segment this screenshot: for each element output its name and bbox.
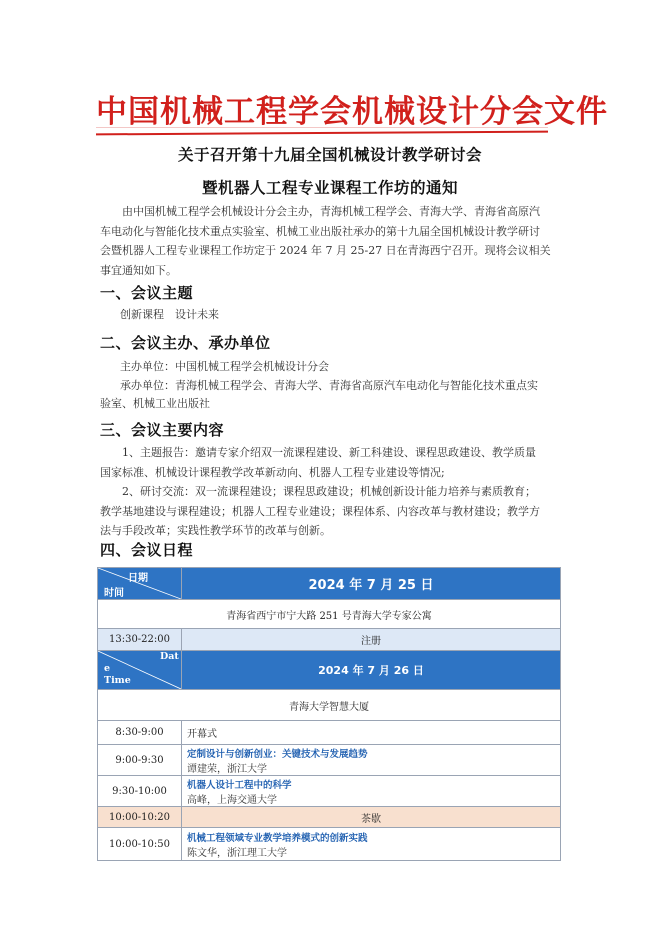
schedule-location-row — [98, 600, 561, 629]
host-organizer: 主办单位：中国机械工程学会机械设计分会 — [120, 360, 329, 373]
content-line: 法与手段改革；实践性教学环节的改革与创新。 — [100, 524, 331, 537]
intro-line: 车电动化与智能化技术重点实验室、机械工业出版社承办的第十九届全国机械设计教学研讨 — [100, 224, 540, 238]
corner-date-label-tail: e — [104, 663, 111, 674]
schedule-time: 10:00-10:50 — [98, 828, 182, 861]
header-rule-thin — [96, 127, 548, 128]
schedule-item: 开幕式 — [182, 721, 561, 745]
content-line: 国家标准、机械设计课程教学改革新动向、机器人工程专业建设等情况; — [100, 465, 445, 479]
schedule-location-day2: 青海大学智慧大厦 — [98, 690, 561, 721]
corner-time-label: 时间 — [104, 588, 124, 599]
schedule-item: 注册 — [182, 629, 561, 651]
corner-date-label: Dat — [160, 651, 179, 662]
notice-title-line1: 关于召开第十九届全国机械设计教学研讨会 — [177, 146, 482, 164]
document-header-title: 中国机械工程学会机械设计分会文件 — [96, 94, 608, 130]
schedule-talk-cell — [182, 828, 561, 861]
schedule-time: 9:30-10:00 — [98, 776, 182, 807]
talk-title: 定制设计与创新创业：关键技术与发展趋势 — [187, 748, 368, 760]
co-organizer-line2: 验室、机械工业出版社 — [100, 397, 210, 410]
schedule-time: 8:30-9:00 — [98, 721, 182, 745]
schedule-item: 茶歇 — [182, 807, 561, 828]
schedule-corner-cell — [98, 568, 182, 600]
schedule-talk-cell — [182, 776, 561, 807]
content-line: 2、研讨交流：双一流课程建设；课程思政建设；机械创新设计能力培养与素质教育； — [122, 485, 536, 498]
schedule-corner-cell — [98, 651, 182, 690]
schedule-row — [98, 776, 561, 807]
talk-speaker: 谭建荣，浙江大学 — [187, 763, 267, 775]
content-paragraph — [100, 443, 558, 541]
talk-speaker: 陈文华，浙江理工大学 — [187, 847, 287, 859]
co-organizer-line1: 承办单位：青海机械工程学会、青海大学、青海省高原汽车电动化与智能化技术重点实 — [120, 379, 538, 392]
content-line: 1、主题报告：邀请专家介绍双一流课程建设、新工科建设、课程思政建设、教学质量 — [122, 446, 536, 459]
section-heading-schedule: 四、会议日程 — [100, 541, 194, 559]
notice-title-line2: 暨机器人工程专业课程工作坊的通知 — [201, 179, 458, 197]
schedule-time: 13:30-22:00 — [98, 629, 182, 651]
schedule-time: 9:00-9:30 — [98, 745, 182, 776]
schedule-location-day1: 青海省西宁市宁大路 251 号青海大学专家公寓 — [98, 600, 561, 629]
section-heading-theme: 一、会议主题 — [100, 284, 194, 302]
intro-line: 由中国机械工程学会机械设计分会主办，青海机械工程学会、青海大学、青海省高原汽 — [122, 205, 540, 218]
talk-title: 机器人设计工程中的科学 — [187, 779, 292, 791]
schedule-row — [98, 828, 561, 861]
section-heading-organizers: 二、会议主办、承办单位 — [100, 334, 271, 352]
corner-date-label: 日期 — [128, 573, 148, 584]
schedule-location-row — [98, 690, 561, 721]
corner-time-label: Time — [104, 675, 131, 686]
schedule-table — [97, 567, 561, 861]
header-rule — [96, 131, 548, 136]
intro-paragraph — [100, 202, 558, 280]
schedule-row — [98, 721, 561, 745]
talk-speaker: 高峰，上海交通大学 — [187, 794, 277, 806]
content-line: 教学基地建设与课程建设；机器人工程专业建设；课程体系、内容改革与教材建设；教学方 — [100, 504, 540, 518]
schedule-header-row-day1 — [98, 568, 561, 600]
section-heading-content: 三、会议主要内容 — [100, 421, 225, 439]
theme-text: 创新课程 设计未来 — [120, 308, 219, 321]
intro-line: 会暨机器人工程专业课程工作坊定于 2024 年 7 月 25-27 日在青海西宁召开。现将会议相关 — [100, 244, 551, 257]
schedule-row — [98, 745, 561, 776]
schedule-registration-row — [98, 629, 561, 651]
talk-title: 机械工程领域专业教学培养模式的创新实践 — [187, 832, 368, 844]
schedule-talk-cell — [182, 745, 561, 776]
schedule-header-row-day2 — [98, 651, 561, 690]
schedule-date-day2: 2024 年 7 月 26 日 — [182, 651, 561, 690]
schedule-date-day1: 2024 年 7 月 25 日 — [182, 568, 561, 600]
intro-line: 事宜通知如下。 — [100, 263, 177, 277]
schedule-break-row — [98, 807, 561, 828]
schedule-time: 10:00-10:20 — [98, 807, 182, 828]
